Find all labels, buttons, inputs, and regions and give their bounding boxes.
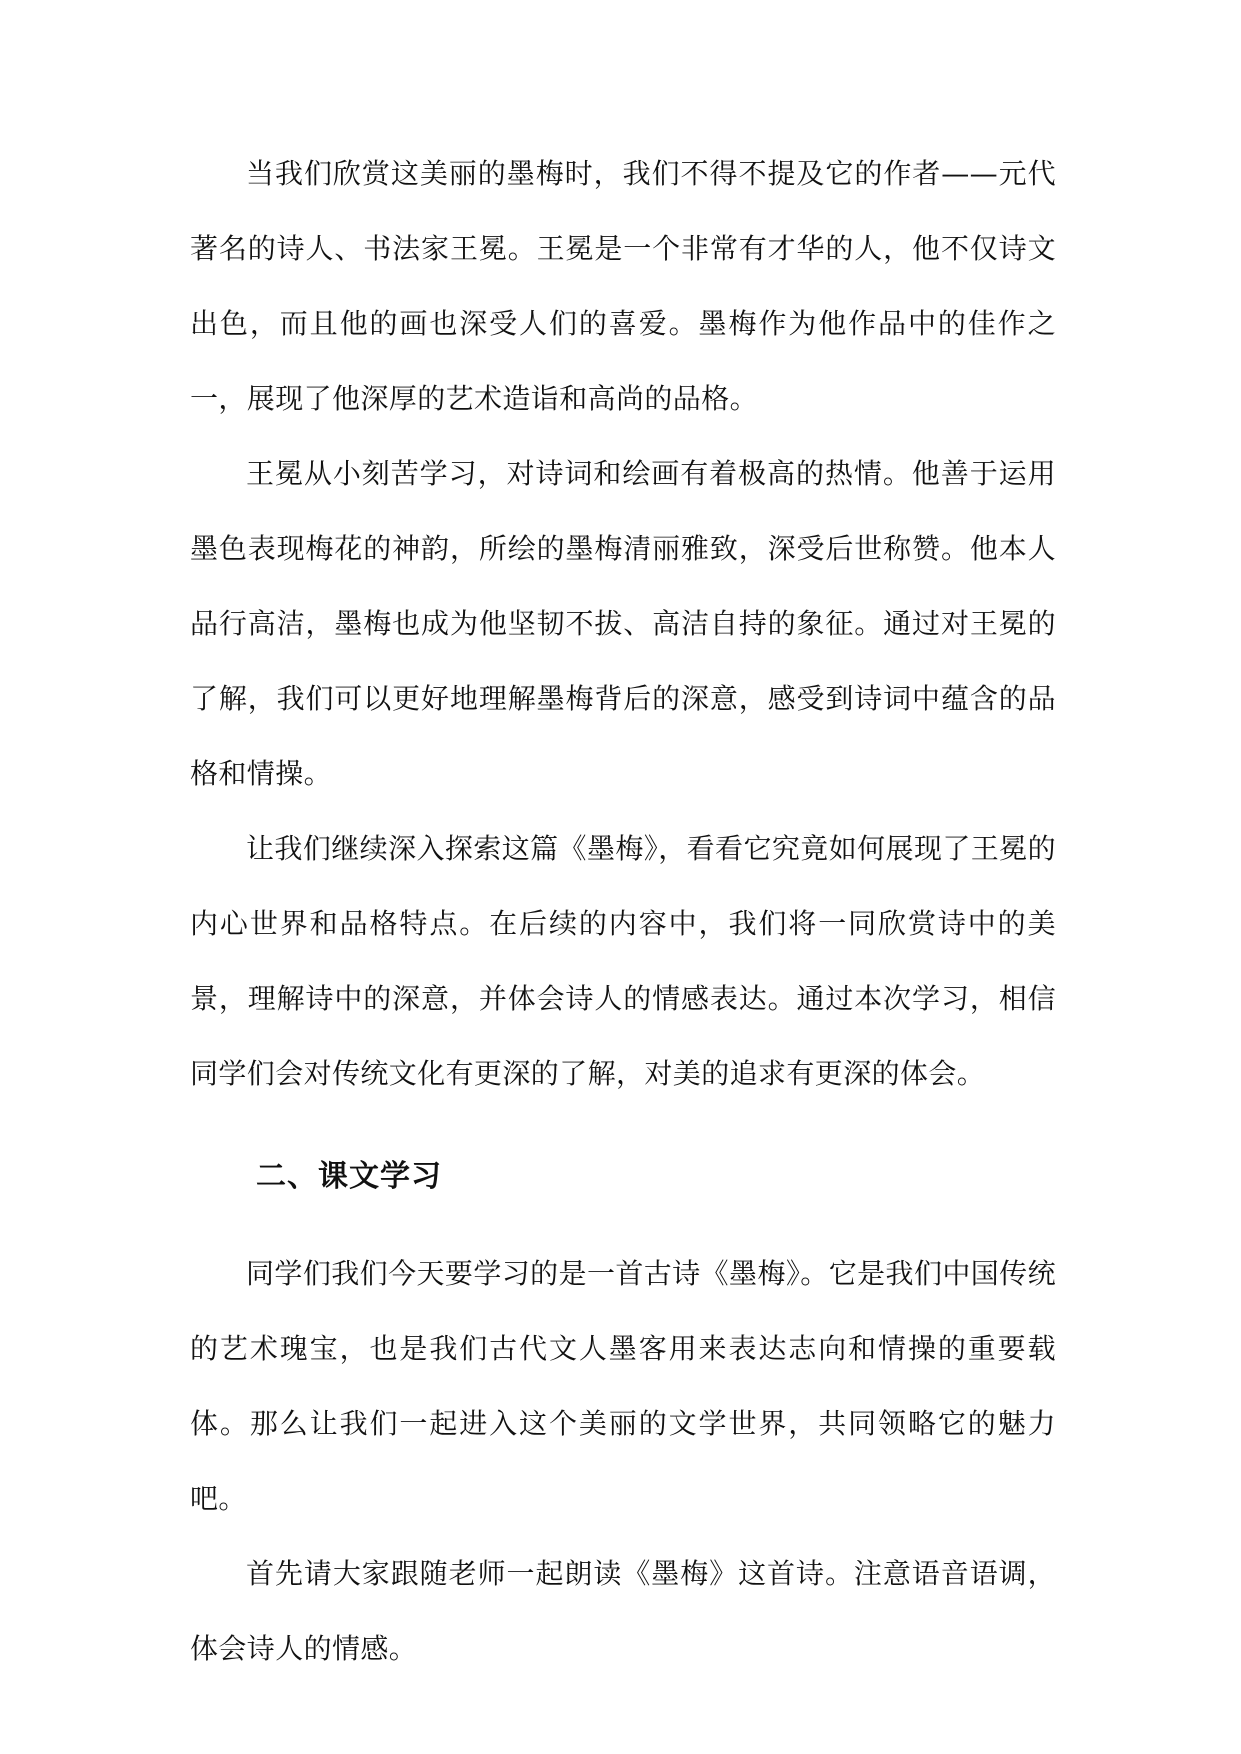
paragraph-lesson-intro: 同学们我们今天要学习的是一首古诗《墨梅》。它是我们中国传统的艺术瑰宝，也是我们古代文人墨客用来表达志向和情操的重要载体。那么让我们一起进入这个美丽的文学世界，共同领略它的魅力吧。 — [190, 1257, 1056, 1515]
paragraph-explore: 让我们继续深入探索这篇《墨梅》，看看它究竟如何展现了王冕的内心世界和品格特点。在后续的内容中，我们将一同欣赏诗中的美景，理解诗中的深意，并体会诗人的情感表达。通过本次学习，相信同学们会对传统文化有更深的了解，对美的追求有更深的体会。 — [190, 832, 1056, 1090]
intro-text-block — [190, 136, 1056, 1111]
paragraph-reading-instruction: 首先请大家跟随老师一起朗读《墨梅》这首诗。注意语音语调，体会诗人的情感。 — [190, 1557, 1056, 1665]
section-heading: 二、课文学习 — [256, 1159, 442, 1194]
lesson-text-block — [190, 1236, 1056, 1686]
paragraph-author-intro: 当我们欣赏这美丽的墨梅时，我们不得不提及它的作者——元代著名的诗人、书法家王冕。王冕是一个非常有才华的人，他不仅诗文出色，而且他的画也深受人们的喜爱。墨梅作为他作品中的佳作之一，展现了他深厚的艺术造诣和高尚的品格。 — [190, 157, 1056, 415]
paragraph-author-life: 王冕从小刻苦学习，对诗词和绘画有着极高的热情。他善于运用墨色表现梅花的神韵，所绘的墨梅清丽雅致，深受后世称赞。他本人品行高洁，墨梅也成为他坚韧不拔、高洁自持的象征。通过对王冕的了解，我们可以更好地理解墨梅背后的深意，感受到诗词中蕴含的品格和情操。 — [190, 457, 1056, 790]
